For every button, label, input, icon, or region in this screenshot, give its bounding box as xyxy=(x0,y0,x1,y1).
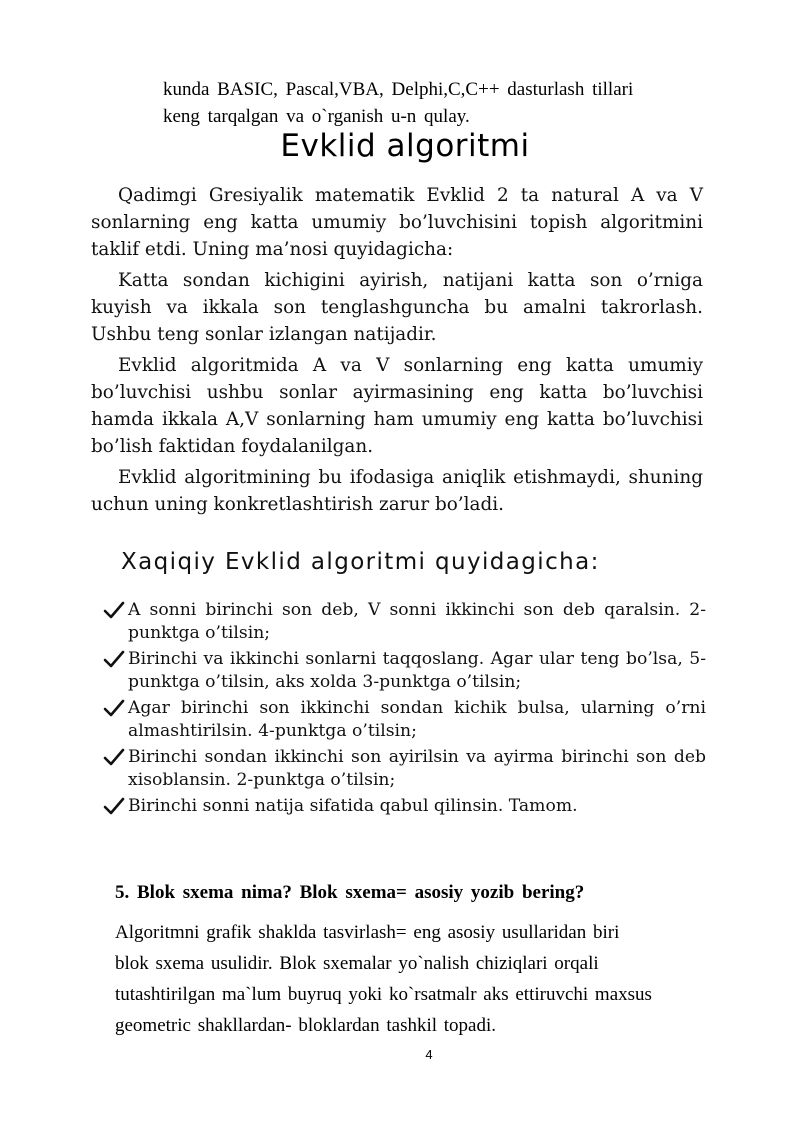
step-text-2: Birinchi va ikkinchi sonlarni taqqoslang. Agar ular teng bo’lsa, 5-punktga o’tilsin, aks xolda 3-punktga o’tilsin; xyxy=(128,649,706,692)
list-item xyxy=(103,795,706,818)
paragraph-3: Evklid algoritmida A va V sonlarning eng katta umumiy bo’luvchisi ushbu sonlar ayirmasining eng katta bo’luvchisi hamda ikkala A,V sonlarning ham umumiy eng katta bo’luvchisi bo’lish faktidan foydalanilgan. xyxy=(91,355,703,457)
step-text-4: Birinchi sondan ikkinchi son ayirilsin va ayirma birinchi son deb xisoblansin. 2-punktga o’tilsin; xyxy=(128,747,706,790)
answer-line-4: geometric shakllardan- bloklardan tashkil topadi. xyxy=(115,1015,497,1036)
intro-text xyxy=(163,76,703,130)
answer-line-3: tutashtirilgan ma`lum buyruq yoki ko`rsatmalr aks ettiruvchi maxsus xyxy=(115,984,652,1005)
section-title: Evklid algoritmi xyxy=(280,128,530,164)
answer-line-1: Algoritmni grafik shaklda tasvirlash= eng asosiy usullaridan biri xyxy=(115,922,620,943)
check-mark-icon xyxy=(103,698,125,718)
algorithm-subtitle: Xaqiqiy Evklid algoritmi quyidagicha: xyxy=(121,549,600,575)
intro-line-1: kunda BASIC, Pascal,VBA, Delphi,C,C++ dasturlash tillari xyxy=(163,79,634,100)
check-mark-icon xyxy=(103,649,125,669)
step-text-3: Agar birinchi son ikkinchi sondan kichik bulsa, ularning o’rni almashtirilsin. 4-punktga o’tilsin; xyxy=(128,698,706,741)
paragraph-2: Katta sondan kichigini ayirish, natijani katta son o’rniga kuyish va ikkala son tenglashguncha bu amalni takrorlash. Ushbu teng sonlar izlangan natijadir. xyxy=(91,270,703,345)
list-item xyxy=(103,697,706,743)
list-item xyxy=(103,746,706,792)
paragraph-1: Qadimgi Gresiyalik matematik Evklid 2 ta natural A va V sonlarning eng katta umumiy bo’luvchisini topish algoritmini taklif etdi. Uning ma’nosi quyidagicha: xyxy=(91,185,703,260)
step-text-1: A sonni birinchi son deb, V sonni ikkinchi son deb qaralsin. 2-punktga o’tilsin; xyxy=(128,600,706,643)
page-number: 4 xyxy=(425,1047,433,1062)
step-text-5: Birinchi sonni natija sifatida qabul qilinsin. Tamom. xyxy=(128,796,578,816)
check-mark-icon xyxy=(103,747,125,767)
list-item xyxy=(103,599,706,645)
intro-line-2: keng tarqalgan va o`rganish u-n qulay. xyxy=(163,106,470,127)
answer-paragraph xyxy=(115,917,735,1041)
paragraph-4: Evklid algoritmining bu ifodasiga aniqlik etishmaydi, shuning uchun uning konkretlashtirish zarur bo’ladi. xyxy=(91,467,703,515)
check-mark-icon xyxy=(103,796,125,816)
algorithm-steps-list xyxy=(103,599,706,821)
answer-line-2: blok sxema usulidir. Blok sxemalar yo`nalish chiziqlari orqali xyxy=(115,953,599,974)
description-block xyxy=(91,182,703,522)
check-mark-icon xyxy=(103,600,125,620)
list-item xyxy=(103,648,706,694)
question-heading: 5. Blok sxema nima? Blok sxema= asosiy yozib bering? xyxy=(115,882,585,903)
